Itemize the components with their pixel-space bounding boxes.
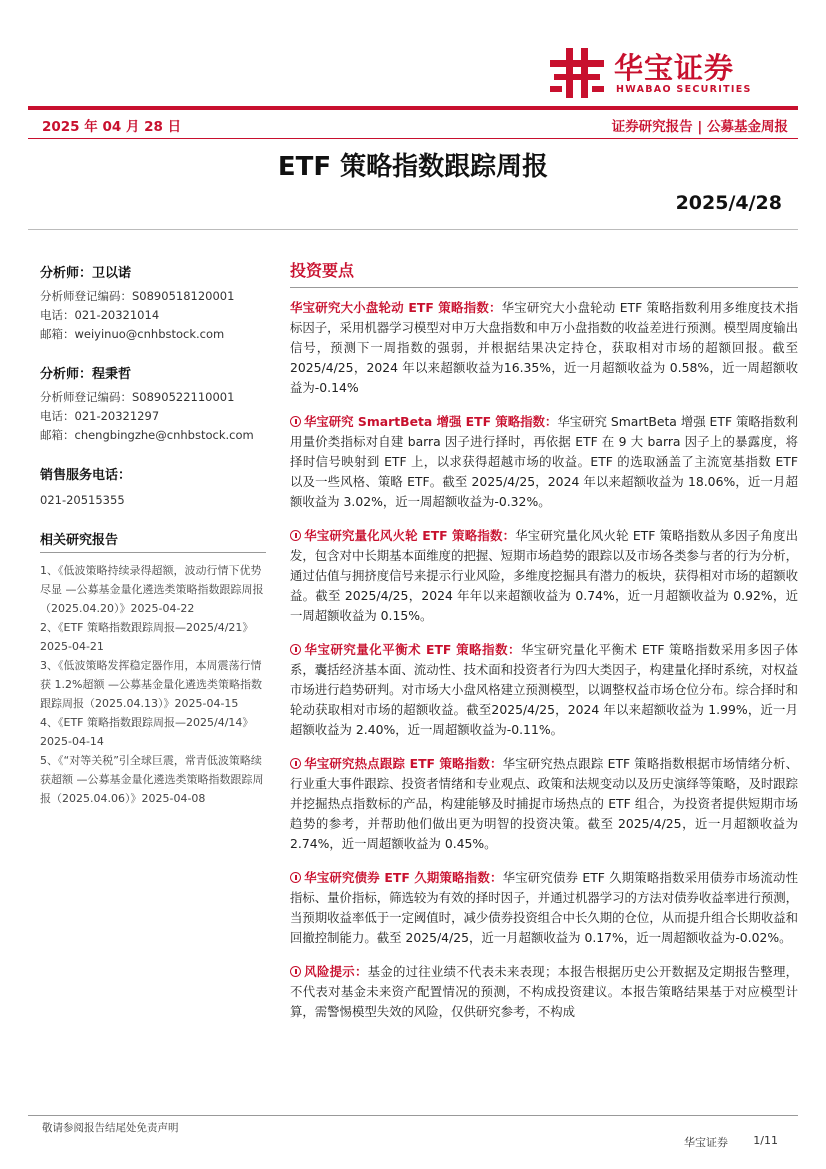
risk-warning-paragraph <box>290 962 798 1022</box>
analyst-block <box>40 363 266 445</box>
key-point-label: 华宝研究债券 ETF 久期策略指数： <box>304 870 503 885</box>
key-point-paragraph <box>290 412 798 512</box>
key-point-paragraph <box>290 526 798 626</box>
key-point-paragraph <box>290 868 798 948</box>
key-point-label: 华宝研究量化平衡术 ETF 策略指数： <box>304 642 521 657</box>
related-reports-title: 相关研究报告 <box>40 529 266 553</box>
report-date: 2025/4/28 <box>675 192 782 214</box>
analyst-phone: 电话：021-20321297 <box>40 409 160 423</box>
circle-bullet-icon <box>290 644 301 655</box>
key-point-label: 华宝研究量化风火轮 ETF 策略指数： <box>304 528 516 543</box>
footer-company: 华宝证券 <box>684 1136 728 1149</box>
circle-bullet-icon <box>290 530 301 541</box>
brand-logo <box>546 40 786 100</box>
key-point-paragraph <box>290 754 798 854</box>
main-content <box>290 258 798 1036</box>
key-point-label: 华宝研究 SmartBeta 增强 ETF 策略指数： <box>304 414 558 429</box>
analyst-reg: 分析师登记编码：S0890522110001 <box>40 390 235 404</box>
footer-divider <box>28 1115 798 1116</box>
sidebar <box>40 262 266 808</box>
header-date: 2025 年 04 月 28 日 <box>42 119 182 135</box>
circle-bullet-icon <box>290 872 301 883</box>
brand-logo-icon <box>548 46 606 100</box>
key-point-text: 华宝研究大小盘轮动 ETF 策略指数利用多维度技术指标因子，采用机器学习模型对申万大盘指数和申万小盘指数的收益差进行预测。模型周度输出信号，预测下一周指数的强弱，并根据结果决定持仓，获取相对市场的超额回报。截至 2025/4/25，2024 年以来超额收益为16.35%，近一月超额收益为 0.58%，近一周超额收益为-0.14% <box>290 300 799 395</box>
sales-phone: 021-20515355 <box>40 493 125 507</box>
brand-name-en: HWABAO SECURITIES <box>616 84 752 95</box>
header-divider <box>28 106 798 110</box>
header-category: 证券研究报告 | 公募基金周报 <box>611 119 788 135</box>
analyst-email: 邮箱：chengbingzhe@cnhbstock.com <box>40 428 254 442</box>
risk-warning-label: 风险提示： <box>304 964 368 979</box>
related-report-item: 3、《低波策略发挥稳定器作用，本周震荡行情获 1.2%超额 —公募基金量化遴选类策略指数跟踪周报（2025.04.13）》2025-04-15 <box>40 659 262 710</box>
key-point-text: 华宝研究热点跟踪 ETF 策略指数根据市场情绪分析、行业重大事件跟踪、投资者情绪和专业观点、政策和法规变动以及历史演绎等策略，及时跟踪并挖掘热点指数标的产品，构建能够及时捕捉市场热点的 ETF 组合，为投资者提供短期市场趋势的参考，并帮助他们做出更为明智的投资决策。截至 2025/4/25，近一月超额收益为 2.74%，近一周超额收益为 0.45%。 <box>290 756 799 851</box>
key-point-paragraph <box>290 640 798 740</box>
key-point-label: 华宝研究热点跟踪 ETF 策略指数： <box>304 756 503 771</box>
section-title: 投资要点 <box>290 258 798 288</box>
key-point-text: 华宝研究 SmartBeta 增强 ETF 策略指数利用量价类指标对自建 barra 因子进行择时，再依据 ETF 在 9 大 barra 因子上的暴露度，将择时信号映射到 ETF 上，以求获得超越市场的收益。ETF 的选取涵盖了主流宽基指数 ETF 以及一些风格、策略 ETF。截至 2025/4/25，2024 年以来超额收益为 18.06%，近一月超额收益为 3.02%，近一周超额收益为-0.32%。 <box>290 414 798 509</box>
circle-bullet-icon <box>290 416 301 427</box>
risk-warning-text: 基金的过往业绩不代表未来表现；本报告根据历史公开数据及定期报告整理，不代表对基金未来资产配置情况的预测，不构成投资建议。本报告策略结果基于对应模型计算，需警惕模型失效的风险，仅供研究参考，不构成 <box>290 964 798 1019</box>
page-title: ETF 策略指数跟踪周报 <box>277 152 549 182</box>
circle-bullet-icon <box>290 758 301 769</box>
circle-bullet-icon <box>290 966 301 977</box>
related-report-item: 5、《“对等关税”引全球巨震，常青低波策略续获超额 —公募基金量化遴选类策略指数跟踪周报（2025.04.06）》2025-04-08 <box>40 754 264 805</box>
analyst-reg: 分析师登记编码：S0890518120001 <box>40 289 235 303</box>
analyst-email: 邮箱：weiyinuo@cnhbstock.com <box>40 327 225 341</box>
related-report-item: 1、《低波策略持续录得超额，波动行情下优势尽显 —公募基金量化遴选类策略指数跟踪周报（2025.04.20）》2025-04-22 <box>40 564 264 615</box>
brand-name-cn: 华宝证券 <box>614 51 735 85</box>
key-point-text: 华宝研究量化平衡术 ETF 策略指数采用多因子体系，囊括经济基本面、流动性、技术面和投资者行为四大类因子，构建量化择时系统，对权益市场进行趋势研判。对市场大小盘风格建立预测模型，以调整权益市场仓位分布。综合择时和轮动获取相对市场的超额收益。截至2025/4/25，2024 年以来超额收益为 1.99%，近一月超额收益为 2.40%，近一周超额收益为-0.11%。 <box>290 642 799 737</box>
key-point-text: 华宝研究量化风火轮 ETF 策略指数从多因子角度出发，包含对中长期基本面维度的把握、短期市场趋势的跟踪以及市场各类参与者的行为分析，通过估值与拥挤度信号来提示行业风险，多维度挖掘具有潜力的板块，获得相对市场的超额收益。截至 2025/4/25，2024 年年以来超额收益为 0.74%，近一月超额收益为 0.92%，近一周超额收益为 0.15%。 <box>290 528 799 623</box>
header-underline <box>28 138 798 139</box>
title-divider <box>28 229 798 230</box>
key-point-label: 华宝研究大小盘轮动 ETF 策略指数： <box>290 300 502 315</box>
footer-disclaimer: 敬请参阅报告结尾处免责声明 <box>42 1122 179 1134</box>
related-report-item: 2、《ETF 策略指数跟踪周报—2025/4/21》2025-04-21 <box>40 621 254 653</box>
analyst-phone: 电话：021-20321014 <box>40 308 160 322</box>
analyst-name: 分析师：卫以诺 <box>40 266 132 281</box>
analyst-name: 分析师：程秉哲 <box>40 367 132 382</box>
page-number: 1/11 <box>753 1134 778 1147</box>
sales-title: 销售服务电话： <box>40 468 132 483</box>
related-report-item: 4、《ETF 策略指数跟踪周报—2025/4/14》2025-04-14 <box>40 716 254 748</box>
analyst-block <box>40 262 266 344</box>
key-point-text: 华宝研究债券 ETF 久期策略指数采用债券市场流动性指标、量价指标，筛选较为有效的择时因子，并通过机器学习的方法对债券收益率进行预测，当预期收益率低于一定阈值时，减少债券投资组合中长久期的仓位，从而提升组合长期收益和回撤控制能力。截至 2025/4/25，近一月超额收益为 0.17%，近一周超额收益为-0.02%。 <box>290 870 799 945</box>
key-point-paragraph <box>290 298 798 398</box>
